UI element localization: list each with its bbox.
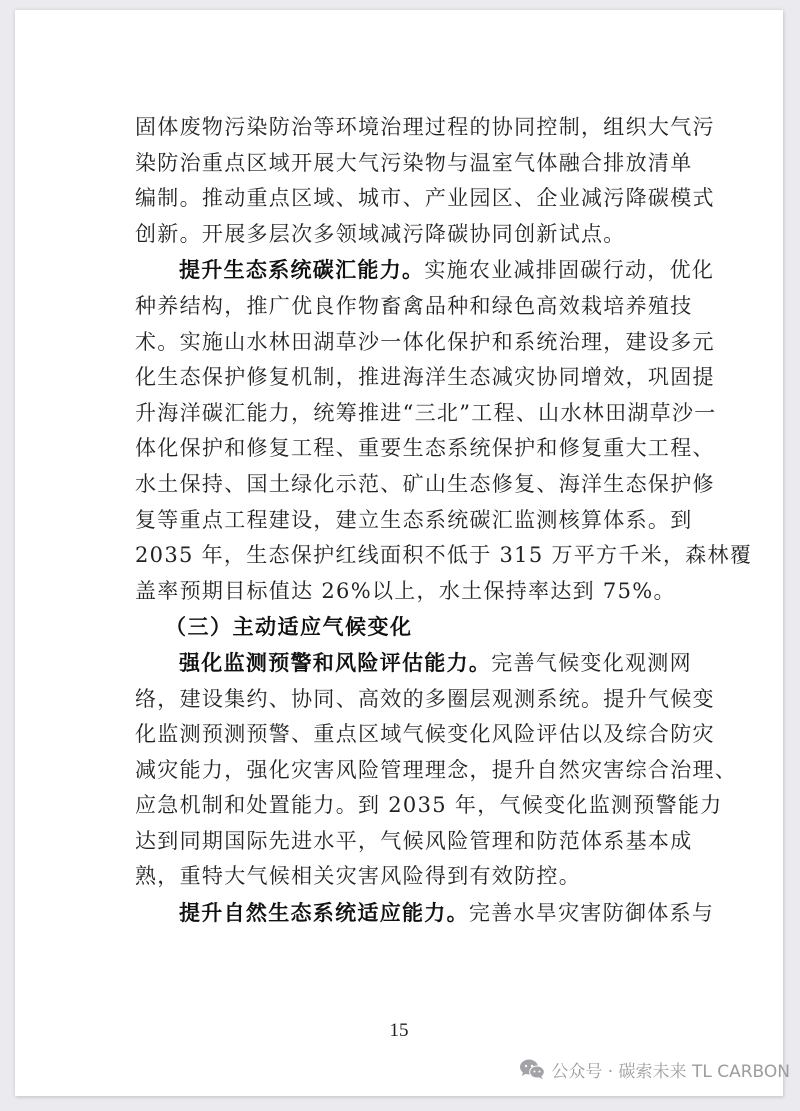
text-line: 提升生态系统碳汇能力。实施农业减排固碳行动，优化 [179,257,715,283]
paragraph-lead-heading: 提升生态系统碳汇能力。 [179,257,425,283]
watermark [519,1057,790,1081]
text-line: 化监测预测预警、重点区域气候变化风险评估以及综合防灾 [135,722,715,747]
text-line: 熟，重特大气候相关灾害风险得到有效防控。 [135,864,581,889]
text-line: 化生态保护修复机制，推进海洋生态减灾协同增效，巩固提 [135,365,715,390]
text-line: 创新。开展多层次多领域减污降碳协同创新试点。 [135,221,626,246]
text-line: 盖率预期目标值达 26%以上，水土保持率达到 75%。 [135,578,676,603]
text-line: 应急机制和处置能力。到 2035 年，气候变化监测预警能力 [135,793,723,818]
text-line: 提升自然生态系统适应能力。完善水旱灾害防御体系与 [179,900,715,926]
text-line: 体化保护和修复工程、重要生态系统保护和修复重大工程、 [135,436,715,461]
text-line: 染防治重点区域开展大气污染物与温室气体融合排放清单 [135,150,693,175]
watermark-text: 公众号 · 碳索未来 TL CARBON [551,1061,790,1082]
text-line: 2035 年，生态保护红线面积不低于 315 万平方千米，森林覆 [135,543,753,568]
text-line: 强化监测预警和风险评估能力。完善气候变化观测网 [179,649,692,675]
paragraph-monitoring-warning [135,645,738,895]
text-line: 编制。推动重点区域、城市、产业园区、企业减污降碳模式 [135,186,715,211]
text-line: 减灾能力，强化灾害风险管理理念，提升自然灾害综合治理、 [135,757,738,782]
text-line: 复等重点工程建设，建立生态系统碳汇监测核算体系。到 [135,507,693,532]
text-line: 术。实施山水林田湖草沙一体化保护和系统治理，建设多元 [135,329,715,354]
text-line: 水土保持、国土绿化示范、矿山生态修复、海洋生态保护修 [135,471,715,496]
section-heading: （三）主动适应气候变化 [165,614,413,640]
wechat-icon [519,1058,545,1080]
paragraph-lead-heading: 强化监测预警和风险评估能力。 [179,649,492,675]
document-page [15,10,783,1096]
paragraph-carbon-sink [135,252,753,609]
document-body [135,110,753,932]
page-number: 15 [389,1020,409,1041]
text-line: 种养结构，推广优良作物畜禽品种和绿色高效栽培养殖技 [135,293,693,318]
text-line: 络，建设集约、协同、高效的多圈层观测系统。提升气候变 [135,686,715,711]
text-line: 达到同期国际先进水平，气候风险管理和防范体系基本成 [135,828,693,853]
paragraph-pollution-carbon-synergy [135,110,715,252]
text-line: 固体废物污染防治等环境治理过程的协同控制，组织大气污 [135,115,715,139]
paragraph-lead-heading: 提升自然生态系统适应能力。 [179,900,469,926]
paragraph-ecosystem-adaptation [135,895,715,932]
text-line: 升海洋碳汇能力，统筹推进“三北”工程、山水林田湖草沙一 [135,400,717,425]
